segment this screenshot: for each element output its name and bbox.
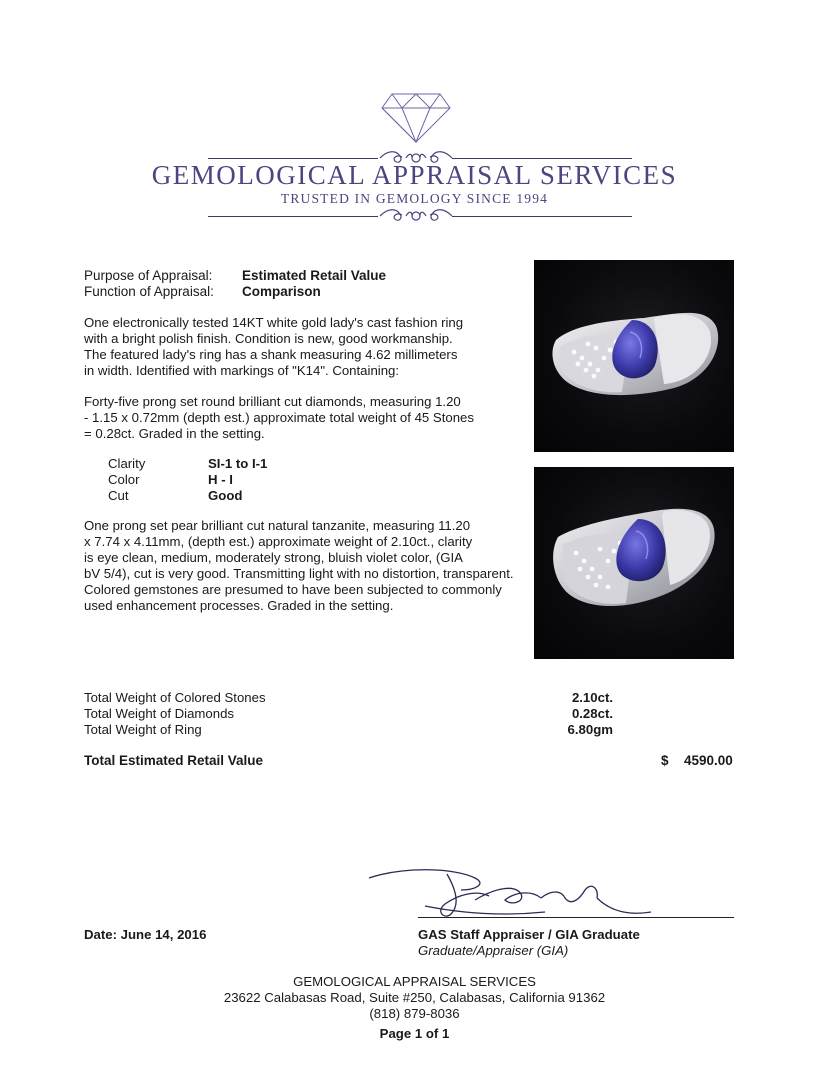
ring-description [84,315,463,379]
signature-icon [365,860,665,924]
tanzanite-line: Colored gemstones are presumed to have been subjected to commonly [84,582,502,597]
description-line: One electronically tested 14KT white gold lady's cast fashion ring [84,315,464,330]
header-rule-bottom-left [208,216,378,217]
appraisal-date: Date: June 14, 2016 [84,927,207,942]
ring-photo-angle [534,467,734,659]
ring-icon [534,467,734,659]
function-label: Function of Appraisal: [84,284,214,299]
diamond-logo-icon [380,92,452,144]
diamonds-description [84,394,474,442]
purpose-value: Estimated Retail Value [242,268,387,283]
total-row-ring [84,722,613,737]
header-rule-top-left [208,158,378,159]
grade-label: Cut [108,488,129,503]
description-line: with a bright polish finish. Condition is new, good workmanship. [84,331,453,346]
grade-label: Clarity [108,456,146,471]
header-rule-bottom-right [452,216,632,217]
total-value: 6.80gm [567,722,613,737]
grade-value: H - I [208,472,233,487]
grade-row-cut [108,488,242,503]
tanzanite-line: used enhancement processes. Graded in the setting. [84,598,394,613]
appraiser-title: GAS Staff Appraiser / GIA Graduate [418,927,640,942]
appraiser-subtitle: Graduate/Appraiser (GIA) [418,943,569,958]
total-label: Total Weight of Diamonds [84,706,235,721]
description-line: The featured lady's ring has a shank measuring 4.62 millimeters [84,347,458,362]
total-row-colored-stones [84,690,613,705]
total-retail-label: Total Estimated Retail Value [84,753,264,768]
tanzanite-line: is eye clean, medium, moderately strong, bluish violet color, (GIA [84,550,463,565]
diamonds-line: = 0.28ct. Graded in the setting. [84,426,265,441]
ring-icon [534,260,734,452]
footer-phone: (818) 879-8036 [369,1006,460,1021]
tanzanite-line: bV 5/4), cut is very good. Transmitting light with no distortion, transparent. [84,566,514,581]
total-retail-value: 4590.00 [684,753,733,768]
ring-photo-front [534,260,734,452]
function-value: Comparison [242,284,321,299]
grade-row-clarity [108,456,267,471]
purpose-label: Purpose of Appraisal: [84,268,213,283]
footer-address: 23622 Calabasas Road, Suite #250, Calabasas, California 91362 [223,990,606,1005]
total-label: Total Weight of Ring [84,722,202,737]
total-label: Total Weight of Colored Stones [84,690,266,705]
company-tagline: TRUSTED IN GEMOLOGY SINCE 1994 [280,191,549,206]
tanzanite-description [84,518,514,614]
grade-row-color [108,472,233,487]
diamonds-line: Forty-five prong set round brilliant cut diamonds, measuring 1.20 [84,394,461,409]
grade-label: Color [108,472,140,487]
total-value: 0.28ct. [571,706,613,721]
description-line: in width. Identified with markings of "K14". Containing: [84,363,400,378]
scroll-flourish-icon [378,206,454,226]
function-row [84,284,321,299]
grade-value: Good [208,488,243,503]
footer-company-name: GEMOLOGICAL APPRAISAL SERVICES [293,974,536,989]
tanzanite-line: One prong set pear brilliant cut natural tanzanite, measuring 11.20 [84,518,471,533]
total-retail-currency: $ [661,753,669,768]
purpose-row [84,268,386,283]
company-name-heading: GEMOLOGICAL APPRAISAL SERVICES [151,160,678,190]
diamonds-line: - 1.15 x 0.72mm (depth est.) approximate total weight of 45 Stones [84,410,474,425]
header-rule-top-right [452,158,632,159]
total-row-diamonds [84,706,613,721]
page-number: Page 1 of 1 [379,1026,450,1041]
signature-line [418,917,734,918]
total-value: 2.10ct. [571,690,613,705]
grade-value: SI-1 to I-1 [208,456,268,471]
tanzanite-line: x 7.74 x 4.11mm, (depth est.) approximate weight of 2.10ct., clarity [84,534,473,549]
